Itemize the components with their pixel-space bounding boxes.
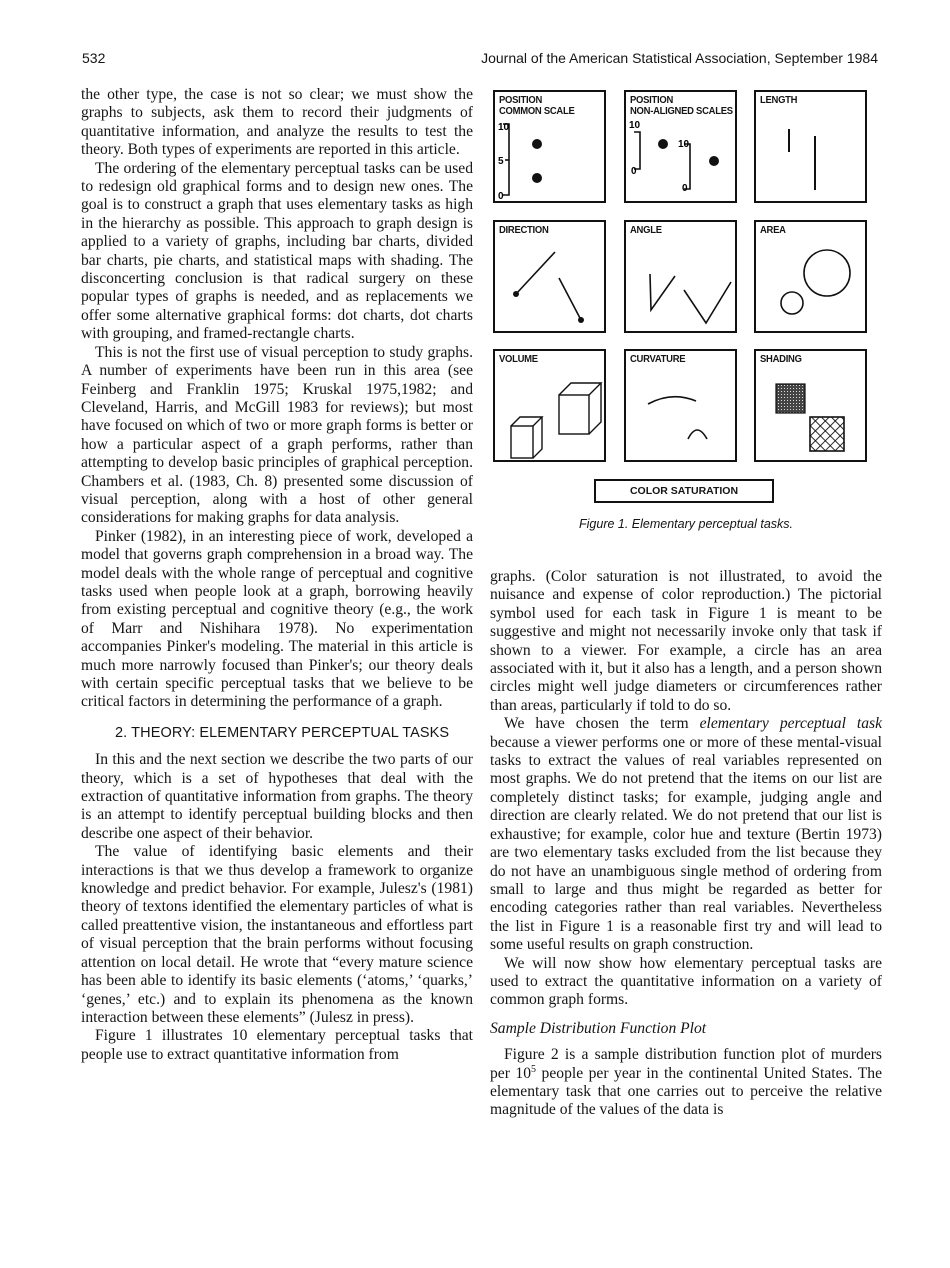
panel-label: LENGTH	[760, 94, 798, 106]
angle-wide	[684, 282, 731, 323]
direction-end-dot	[578, 317, 584, 323]
emphasized-term: elementary perceptual task	[699, 715, 883, 733]
dot-marker	[658, 139, 668, 149]
paragraph: The ordering of the elementary perceptual tasks can be used to redesign old graphical forms and to design new ones. The goal is to construct a graph that uses elementary tasks as high in the hierarchy as possible. This approach to graph design is applied to a variety of graphs, including bar charts, divided bar charts, pie charts, and statistical maps with shading. The disconcerting conclusion is that radical surgery on these popular types of graphs is needed, and as replacements we offer some alternative graphical forms: dot charts, dot charts with grouping, and framed-rectangle charts.	[81, 159, 473, 343]
paragraph	[490, 1046, 882, 1120]
panel-area	[754, 220, 867, 333]
panel-label: SHADING	[760, 353, 802, 365]
superscript: 5	[531, 1063, 537, 1075]
dot-marker	[709, 156, 719, 166]
paragraph: graphs. (Color saturation is not illustrated, to avoid the nuisance and expense of color reproduction.) The pictorial symbol used for each task in Figure 1 is meant to be suggestive and might not necessarily invoke only that task if shown to a viewer. For example, a circle has an area associated with it, but it also has a length, and a person shown circles might well judge diameters or circumferences rather than areas, particularly if told to do so.	[490, 568, 882, 714]
panel-label: AREA	[760, 224, 786, 236]
journal-header: Journal of the American Statistical Association, September 1984	[481, 50, 878, 66]
panel-angle	[624, 220, 737, 333]
shading-graphic	[756, 351, 869, 464]
panel-shading	[754, 349, 867, 462]
tick-label: 10	[629, 120, 641, 131]
curve-gentle	[648, 397, 696, 404]
circle-small	[781, 292, 803, 314]
direction-origin-dot	[513, 291, 519, 297]
panel-label: VOLUME	[499, 353, 538, 365]
tick-label: 0	[682, 183, 688, 194]
panel-volume	[493, 349, 606, 462]
cube-large	[559, 383, 601, 434]
dot-marker	[532, 173, 542, 183]
subsection-heading: Sample Distribution Function Plot	[490, 1019, 707, 1037]
cube-small	[511, 417, 542, 458]
text-run: because a viewer performs one or more of these mental-visual tasks to extract the values of real variables represented on most graphs. We do not pretend that the items on our list are completely distinct tasks; for example, judging angle and direction are clearly related. We do not pretend that our list is exhaustive; for example, color hue and texture (Bertin 1973) are two elementary tasks excluded from the list because they do not have an unambiguous single method of ordering from small to large and thus might be regarded as better for encoding categories rather than real variables. Nevertheless the list in Figure 1 is a reasonable first try and will lead to some useful results on graph construction.	[490, 733, 882, 954]
panel-label: DIRECTION	[499, 224, 549, 236]
page-number: 532	[82, 50, 106, 66]
panel-label: POSITION NON-ALIGNED SCALES	[630, 94, 733, 117]
length-graphic	[756, 92, 869, 205]
panel-position-non-aligned	[624, 90, 737, 203]
text-run: people per year in the continental United States. The elementary task that one carries out to perceive the relative magnitude of the values of the data is	[490, 1064, 883, 1119]
paragraph: Pinker (1982), in an interesting piece of work, developed a model that governs graph comprehension in a broad way. The model deals with the whole range of perceptual and cognitive tasks used when people look at a graph, borrowing heavily from existing perceptual and cognitive theory (e.g., the work of Marr and Nishihara 1978). No experimentation accompanies Pinker's modeling. The material in this article is much more narrowly focused than Pinker's; our theory deals with certain specific perceptual tasks that we believe to be critical factors in determining the performance of a graph.	[81, 527, 473, 711]
paragraph: Figure 1 illustrates 10 elementary perceptual tasks that people use to extract quantitative information from	[81, 1027, 473, 1063]
panel-direction	[493, 220, 606, 333]
volume-graphic	[495, 351, 608, 464]
panel-length	[754, 90, 867, 203]
right-column	[490, 568, 882, 1120]
text-run: We have chosen the term	[504, 715, 700, 733]
panel-label: ANGLE	[630, 224, 662, 236]
paragraph: We will now show how elementary perceptual tasks are used to extract the quantitative information on a variety of common graph forms.	[490, 954, 882, 1009]
section-heading: 2. THEORY: ELEMENTARY PERCEPTUAL TASKS	[115, 724, 450, 741]
position-non-aligned-graphic	[626, 92, 739, 205]
circle-large	[804, 250, 850, 296]
tick-label: 5	[498, 156, 504, 167]
paragraph: The value of identifying basic elements and their interactions is that we thus develop a framework to organize knowledge and predict behavior. For example, Julesz's (1981) theory of textons identified the elementary particles of what is called preattentive vision, the instantaneous and effortless part of visual perception that the brain performs without focusing attention on local detail. He wrote that “every mature science has been able to identify its basic elements (‘atoms,’ ‘quarks,’ ‘genes,’ etc.) and to explain its phenomena as the known interaction between these elements” (Julesz in press).	[81, 843, 473, 1026]
figure-caption: Figure 1. Elementary perceptual tasks.	[579, 517, 793, 531]
panel-label: POSITION COMMON SCALE	[499, 94, 575, 117]
angle-graphic	[626, 222, 739, 335]
shade-crosshatch	[810, 417, 844, 451]
left-column	[81, 86, 473, 1064]
angle-narrow	[650, 274, 675, 310]
paragraph	[490, 715, 882, 954]
color-saturation-box: COLOR SATURATION	[594, 479, 774, 503]
curve-sharp	[688, 430, 707, 439]
tick-label: 0	[631, 166, 637, 177]
text-run: Figure 2 is a sample distribution function plot of murders per 10	[490, 1046, 882, 1082]
tick-label: 10	[498, 122, 510, 133]
shade-dense	[776, 384, 805, 413]
paragraph: In this and the next section we describe the two parts of our theory, which is a set of hypotheses that deal with the extraction of quantitative information from graphs. The theory is an attempt to identify perceptual building blocks and then describe one aspect of their behavior.	[81, 751, 473, 842]
panel-position-common-scale	[493, 90, 606, 203]
paragraph: the other type, the case is not so clear; we must show the graphs to subjects, ask them to record their judgments of quantitative information, and analyze the results to test the theory. Both types of experiments are reported in this article.	[81, 86, 473, 159]
dot-marker	[532, 139, 542, 149]
area-graphic	[756, 222, 869, 335]
panel-label: CURVATURE	[630, 353, 686, 365]
direction-graphic	[495, 222, 608, 335]
paragraph: This is not the first use of visual perception to study graphs. A number of experiments have been run in this area (see Feinberg and Franklin 1975; Kruskal 1975,1982; and Cleveland, Harris, and McGill 1983 for reviews); but most have focused on which of two or more graph forms is better or how a particular aspect of a graph performs, rather than attempting to develop basic principles of graphical perception. Chambers et al. (1983, Ch. 8) presented some discussion of visual perception, along with a host of other general considerations for making graphs for data analysis.	[81, 343, 473, 527]
curvature-graphic	[626, 351, 739, 464]
tick-label: 0	[498, 191, 504, 202]
panel-curvature	[624, 349, 737, 462]
tick-label: 10	[678, 139, 690, 150]
position-common-scale-graphic	[495, 92, 608, 205]
